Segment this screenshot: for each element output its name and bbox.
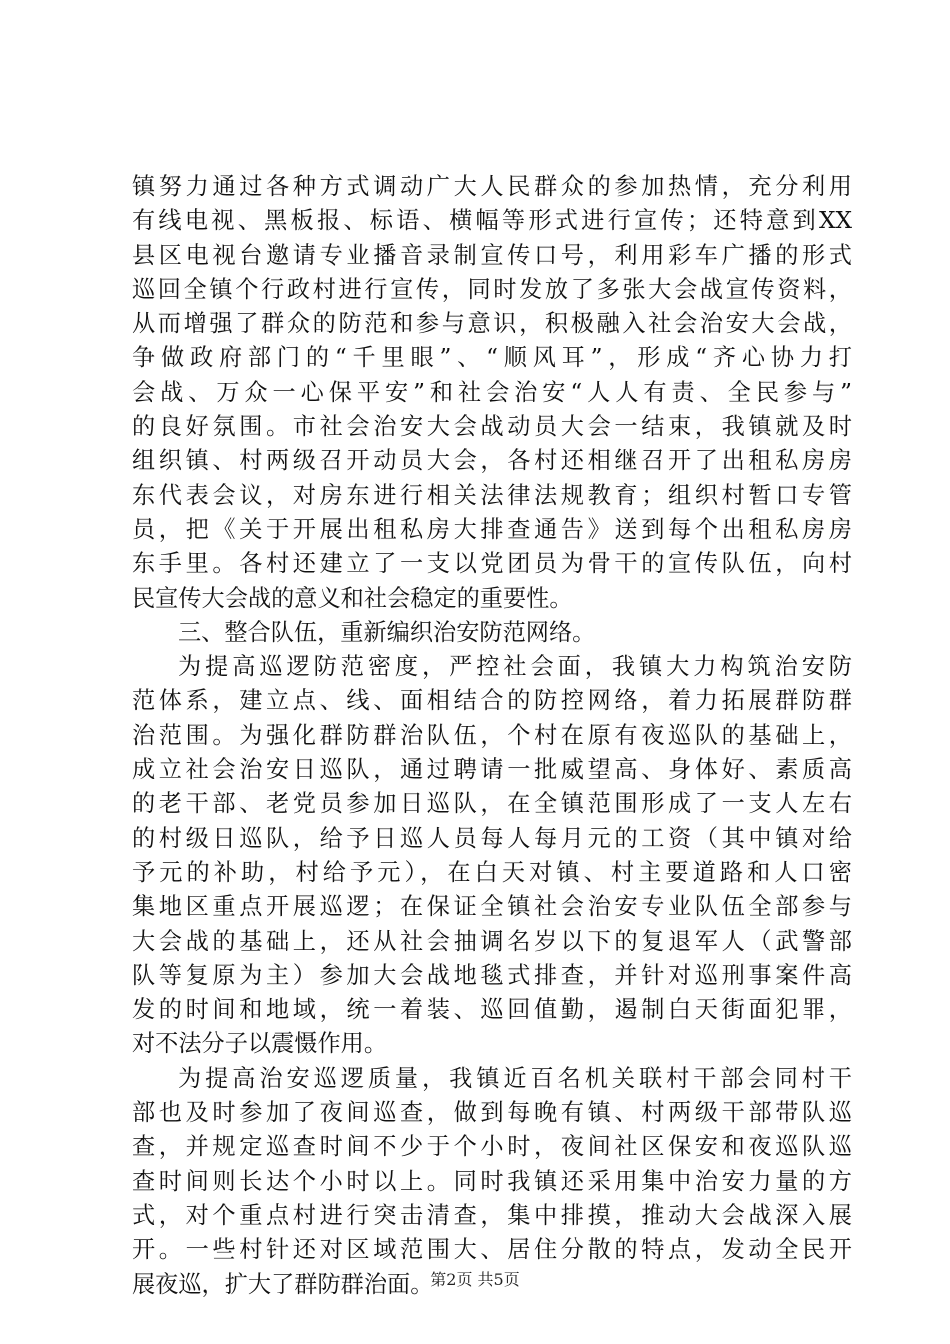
text-line: 有线电视、黑板报、标语、横幅等形式进行宣传；还特意到XX bbox=[132, 207, 852, 235]
text-line: 会战、万众一心保平安”和社会治安“人人有责、全民参与” bbox=[132, 378, 852, 406]
text-line: 成立社会治安日巡队，通过聘请一批威望高、身体好、素质高 bbox=[132, 756, 852, 784]
text-line: 发的时间和地域，统一着装、巡回值勤，遏制白天街面犯罪， bbox=[132, 996, 852, 1024]
text-line: 查时间则长达个小时以上。同时我镇还采用集中治安力量的方 bbox=[132, 1167, 852, 1195]
text-line: 部也及时参加了夜间巡查，做到每晚有镇、村两级干部带队巡 bbox=[132, 1099, 852, 1127]
text-line: 为提高治安巡逻质量，我镇近百名机关联村干部会同村干 bbox=[178, 1064, 852, 1092]
text-line: 民宣传大会战的意义和社会稳定的重要性。 bbox=[132, 584, 573, 612]
text-line: 队等复原为主）参加大会战地毯式排查，并针对巡刑事案件高 bbox=[132, 961, 852, 989]
page-number-footer: 第2页 共5页 bbox=[430, 1270, 520, 1289]
text-line: 东手里。各村还建立了一支以党团员为骨干的宣传队伍，向村 bbox=[132, 550, 852, 578]
text-line: 镇努力通过各种方式调动广大人民群众的参加热情，充分利用 bbox=[132, 173, 852, 200]
text-line: 的老干部、老党员参加日巡队，在全镇范围形成了一支人左右 bbox=[132, 790, 852, 818]
text-line: 开。一些村针还对区域范围大、居住分散的特点，发动全民开 bbox=[132, 1236, 852, 1264]
text-line: 巡回全镇个行政村进行宣传，同时发放了多张大会战宣传资料， bbox=[132, 275, 852, 303]
text-line: 的村级日巡队，给予日巡人员每人每月元的工资（其中镇对给 bbox=[132, 824, 852, 852]
text-line: 查，并规定巡查时间不少于个小时，夜间社区保安和夜巡队巡 bbox=[132, 1133, 852, 1161]
text-line: 范体系，建立点、线、面相结合的防控网络，着力拓展群防群 bbox=[132, 687, 852, 715]
text-line: 争做政府部门的“千里眼”、“顺风耳”，形成“齐心协力打 bbox=[132, 344, 852, 372]
text-line: 对不法分子以震慑作用。 bbox=[132, 1030, 388, 1058]
text-line: 展夜巡，扩大了群防群治面。 bbox=[132, 1270, 434, 1298]
text-line: 集地区重点开展巡逻；在保证全镇社会治安专业队伍全部参与 bbox=[132, 893, 852, 921]
text-line: 从而增强了群众的防范和参与意识，积极融入社会治安大会战， bbox=[132, 310, 852, 338]
text-line: 予元的补助，村给予元），在白天对镇、村主要道路和人口密 bbox=[132, 858, 852, 886]
text-line: 县区电视台邀请专业播音录制宣传口号，利用彩车广播的形式 bbox=[132, 241, 852, 269]
text-line: 三、整合队伍，重新编织治安防范网络。 bbox=[178, 618, 596, 646]
document-body bbox=[132, 170, 852, 1302]
text-line: 大会战的基础上，还从社会抽调名岁以下的复退军人（武警部 bbox=[132, 927, 852, 955]
text-line: 治范围。为强化群防群治队伍，个村在原有夜巡队的基础上， bbox=[132, 721, 852, 749]
text-line: 员，把《关于开展出租私房大排查通告》送到每个出租私房房 bbox=[132, 515, 852, 543]
text-line: 的良好氛围。市社会治安大会战动员大会一结束，我镇就及时 bbox=[132, 413, 852, 441]
text-line: 东代表会议，对房东进行相关法律法规教育；组织村暂口专管 bbox=[132, 481, 852, 509]
text-line: 为提高巡逻防范密度，严控社会面，我镇大力构筑治安防 bbox=[178, 653, 852, 681]
text-line: 组织镇、村两级召开动员大会，各村还相继召开了出租私房房 bbox=[132, 447, 852, 475]
text-line: 式，对个重点村进行突击清查，集中排摸，推动大会战深入展 bbox=[132, 1201, 852, 1229]
